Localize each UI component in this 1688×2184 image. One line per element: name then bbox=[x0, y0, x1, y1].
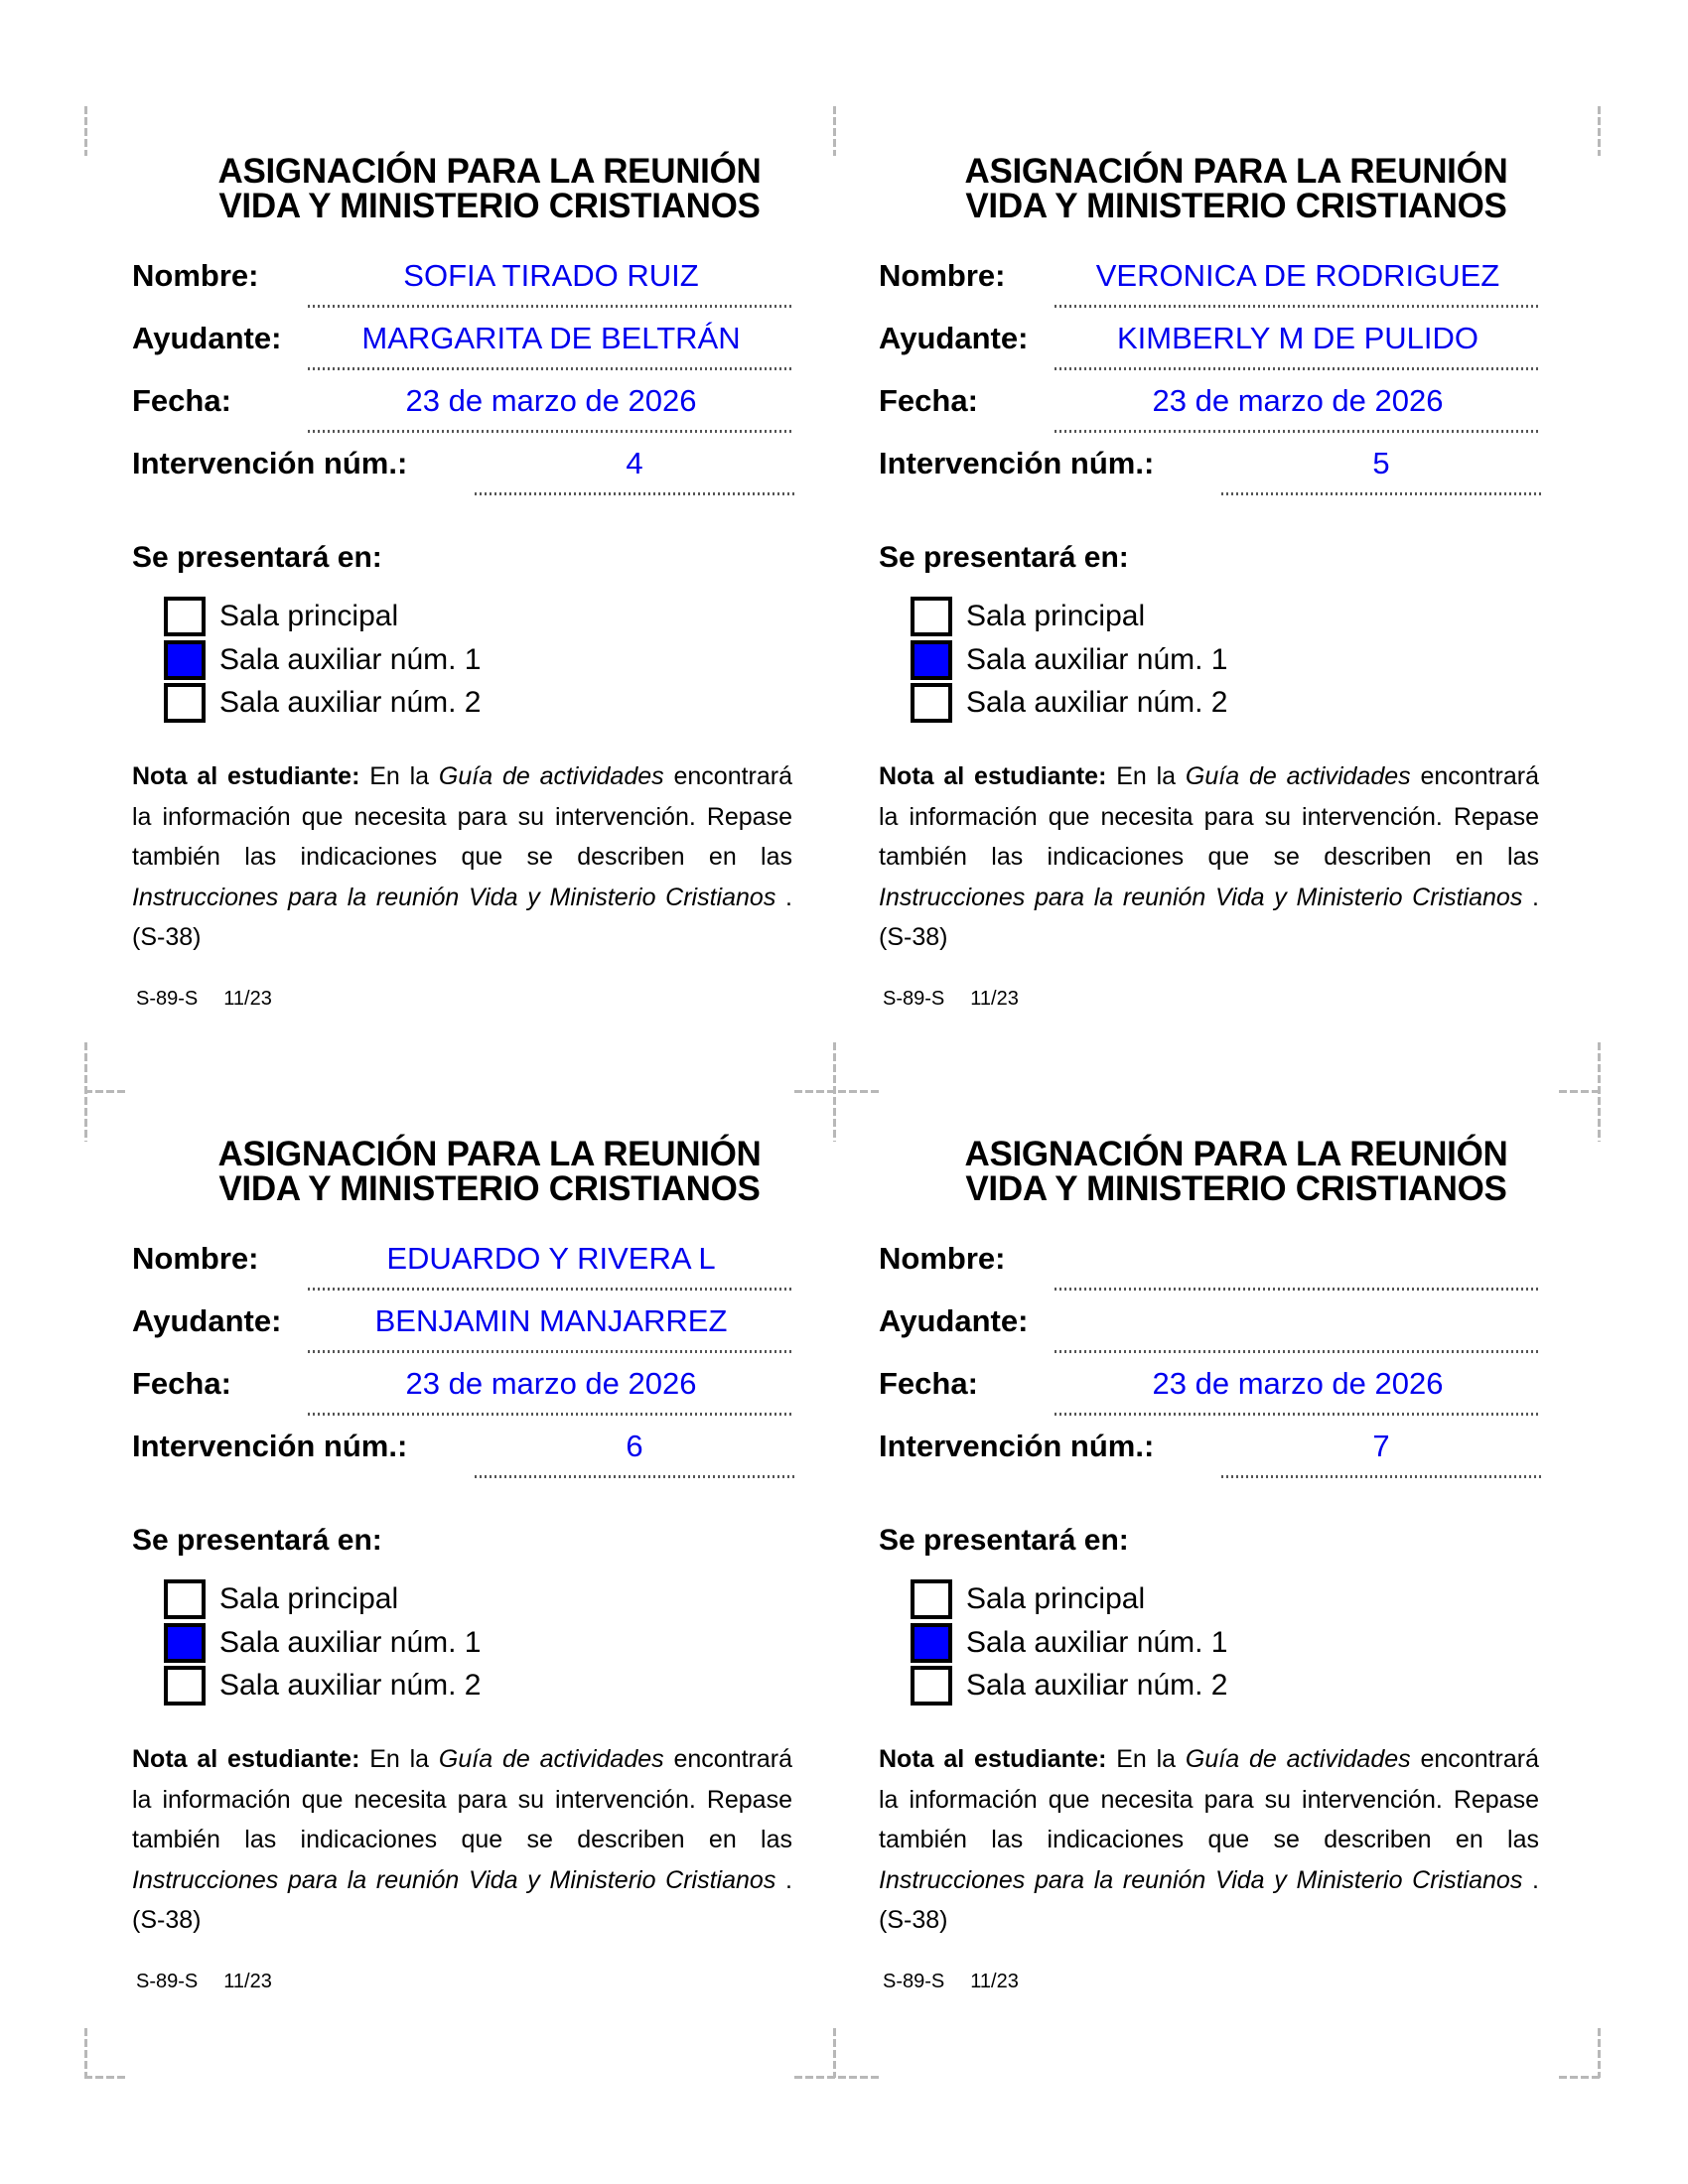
intervencion-row bbox=[132, 440, 807, 495]
crop-mark bbox=[1559, 2076, 1601, 2079]
intervencion-field[interactable]: 5 bbox=[1372, 446, 1390, 480]
option-label: Sala auxiliar núm. 2 bbox=[219, 686, 482, 719]
form-title bbox=[132, 1137, 847, 1206]
fecha-row bbox=[132, 377, 807, 433]
note-text: En la bbox=[359, 1745, 439, 1773]
crop-mark bbox=[84, 106, 87, 156]
dotted-line bbox=[308, 1413, 794, 1416]
note-italic-instructions: Instrucciones para la reunión Vida y Ministerio Cristianos bbox=[132, 1865, 776, 1894]
option-label: Sala auxiliar núm. 2 bbox=[966, 686, 1228, 719]
form-title-line1: ASIGNACIÓN PARA LA REUNIÓN bbox=[964, 1135, 1508, 1173]
form-date: 11/23 bbox=[970, 1971, 1019, 1992]
dotted-line bbox=[1055, 1350, 1541, 1353]
form-footer bbox=[136, 1971, 272, 1993]
option-label: Sala auxiliar núm. 2 bbox=[219, 1669, 482, 1702]
checkbox[interactable] bbox=[164, 683, 206, 723]
option-label: Sala auxiliar núm. 1 bbox=[966, 643, 1228, 676]
note-text: encontrará la información que necesita para su intervención. Repase también las indicaciones que se describen en las bbox=[132, 762, 792, 871]
crop-mark bbox=[794, 2076, 879, 2079]
crop-mark bbox=[84, 2076, 126, 2079]
checkbox[interactable] bbox=[911, 1666, 952, 1706]
form-date: 11/23 bbox=[223, 988, 272, 1010]
checkbox[interactable] bbox=[164, 640, 206, 680]
form-title bbox=[132, 154, 847, 223]
present-title: Se presentará en: bbox=[879, 1524, 1129, 1557]
dotted-line bbox=[1055, 305, 1541, 308]
option-label: Sala auxiliar núm. 1 bbox=[219, 643, 482, 676]
nombre-label: Nombre: bbox=[132, 1241, 259, 1276]
intervencion-label: Intervención núm.: bbox=[132, 1429, 408, 1463]
form-date: 11/23 bbox=[223, 1971, 272, 1992]
assignment-card bbox=[132, 106, 847, 1049]
checkbox[interactable] bbox=[911, 1623, 952, 1663]
dotted-line bbox=[308, 1350, 794, 1353]
fecha-field[interactable]: 23 de marzo de 2026 bbox=[405, 383, 697, 418]
dotted-line bbox=[1055, 1288, 1541, 1291]
intervencion-label: Intervención núm.: bbox=[879, 1429, 1155, 1463]
nombre-field[interactable]: EDUARDO Y RIVERA L bbox=[386, 1241, 716, 1276]
nombre-row bbox=[879, 252, 1554, 308]
checkbox[interactable] bbox=[911, 1579, 952, 1619]
option-sala-principal[interactable] bbox=[164, 597, 398, 636]
form-title-line2: VIDA Y MINISTERIO CRISTIANOS bbox=[965, 187, 1507, 225]
fecha-label: Fecha: bbox=[132, 383, 231, 418]
student-note bbox=[879, 1739, 1539, 1941]
form-date: 11/23 bbox=[970, 988, 1019, 1010]
form-footer bbox=[883, 988, 1019, 1011]
checkbox[interactable] bbox=[911, 597, 952, 636]
crop-mark bbox=[1598, 106, 1601, 156]
form-code: S-89-S bbox=[136, 1971, 199, 1992]
ayudante-row bbox=[879, 1297, 1554, 1353]
note-lead: Nota al estudiante: bbox=[132, 1745, 360, 1773]
assignment-card bbox=[879, 1089, 1594, 2032]
ayudante-field[interactable]: KIMBERLY M DE PULIDO bbox=[1116, 321, 1479, 355]
ayudante-row bbox=[879, 315, 1554, 370]
note-text: . (S-38) bbox=[132, 883, 792, 951]
form-title-line2: VIDA Y MINISTERIO CRISTIANOS bbox=[218, 187, 761, 225]
assignment-card bbox=[132, 1089, 847, 2032]
option-label: Sala principal bbox=[219, 1582, 399, 1615]
nombre-label: Nombre: bbox=[879, 1241, 1006, 1276]
fecha-label: Fecha: bbox=[132, 1366, 231, 1401]
fecha-label: Fecha: bbox=[879, 1366, 978, 1401]
checkbox[interactable] bbox=[164, 597, 206, 636]
form-code: S-89-S bbox=[136, 988, 199, 1010]
checkbox[interactable] bbox=[164, 1666, 206, 1706]
fecha-field[interactable]: 23 de marzo de 2026 bbox=[1152, 1366, 1444, 1401]
form-title-line1: ASIGNACIÓN PARA LA REUNIÓN bbox=[964, 152, 1508, 191]
note-text: . (S-38) bbox=[879, 883, 1539, 951]
note-text: . (S-38) bbox=[879, 1865, 1539, 1934]
fecha-row bbox=[879, 377, 1554, 433]
nombre-row bbox=[132, 252, 807, 308]
present-title: Se presentará en: bbox=[132, 1524, 382, 1557]
note-text: encontrará la información que necesita para su intervención. Repase también las indicaciones que se describen en las bbox=[132, 1745, 792, 1853]
intervencion-row bbox=[132, 1423, 807, 1478]
option-sala-auxiliar-2[interactable] bbox=[911, 683, 1227, 723]
option-label: Sala auxiliar núm. 1 bbox=[219, 1626, 482, 1659]
student-note bbox=[132, 1739, 792, 1941]
checkbox[interactable] bbox=[911, 640, 952, 680]
nombre-field[interactable]: VERONICA DE RODRIGUEZ bbox=[1095, 258, 1500, 293]
option-sala-principal[interactable] bbox=[911, 1579, 1145, 1619]
note-italic-instructions: Instrucciones para la reunión Vida y Ministerio Cristianos bbox=[879, 883, 1523, 911]
option-sala-auxiliar-1[interactable] bbox=[911, 1623, 1227, 1663]
option-label: Sala auxiliar núm. 1 bbox=[966, 1626, 1228, 1659]
note-text: encontrará la información que necesita para su intervención. Repase también las indicaciones que se describen en las bbox=[879, 1745, 1539, 1853]
note-italic-guide: Guía de actividades bbox=[438, 1745, 664, 1773]
dotted-line bbox=[1055, 430, 1541, 433]
intervencion-field[interactable]: 4 bbox=[626, 446, 643, 480]
present-title: Se presentará en: bbox=[879, 541, 1129, 574]
option-sala-auxiliar-1[interactable] bbox=[164, 640, 481, 680]
note-text: . (S-38) bbox=[132, 1865, 792, 1934]
option-sala-auxiliar-2[interactable] bbox=[164, 1666, 481, 1706]
option-sala-principal[interactable] bbox=[164, 1579, 398, 1619]
dotted-line bbox=[1055, 367, 1541, 370]
option-sala-auxiliar-2[interactable] bbox=[164, 683, 481, 723]
ayudante-label: Ayudante: bbox=[879, 1303, 1029, 1338]
option-label: Sala principal bbox=[219, 600, 399, 632]
dotted-line bbox=[308, 367, 794, 370]
form-title bbox=[879, 1137, 1594, 1206]
dotted-line bbox=[475, 1475, 794, 1478]
note-italic-instructions: Instrucciones para la reunión Vida y Ministerio Cristianos bbox=[879, 1865, 1523, 1894]
crop-mark bbox=[84, 1090, 126, 1093]
nombre-label: Nombre: bbox=[132, 258, 259, 293]
nombre-field[interactable]: SOFIA TIRADO RUIZ bbox=[403, 258, 699, 293]
dotted-line bbox=[475, 492, 794, 495]
ayudante-field[interactable]: MARGARITA DE BELTRÁN bbox=[361, 321, 741, 355]
nombre-row bbox=[132, 1235, 807, 1291]
ayudante-row bbox=[132, 315, 807, 370]
note-italic-instructions: Instrucciones para la reunión Vida y Ministerio Cristianos bbox=[132, 883, 776, 911]
note-italic-guide: Guía de actividades bbox=[1185, 762, 1411, 790]
dotted-line bbox=[308, 1288, 794, 1291]
form-title bbox=[879, 154, 1594, 223]
crop-mark bbox=[84, 2028, 87, 2078]
note-text: En la bbox=[1106, 762, 1186, 790]
option-label: Sala principal bbox=[966, 600, 1146, 632]
crop-mark bbox=[833, 2028, 836, 2078]
option-label: Sala principal bbox=[966, 1582, 1146, 1615]
nombre-label: Nombre: bbox=[879, 258, 1006, 293]
present-title: Se presentará en: bbox=[132, 541, 382, 574]
form-footer bbox=[883, 1971, 1019, 1993]
dotted-line bbox=[1055, 1413, 1541, 1416]
dotted-line bbox=[308, 430, 794, 433]
fecha-field[interactable]: 23 de marzo de 2026 bbox=[1152, 383, 1444, 418]
option-sala-auxiliar-1[interactable] bbox=[164, 1623, 481, 1663]
form-title-line1: ASIGNACIÓN PARA LA REUNIÓN bbox=[217, 1135, 762, 1173]
note-lead: Nota al estudiante: bbox=[879, 762, 1107, 790]
form-footer bbox=[136, 988, 272, 1011]
form-title-line1: ASIGNACIÓN PARA LA REUNIÓN bbox=[217, 152, 762, 191]
form-code: S-89-S bbox=[883, 988, 945, 1010]
nombre-row bbox=[879, 1235, 1554, 1291]
ayudante-row bbox=[132, 1297, 807, 1353]
ayudante-label: Ayudante: bbox=[879, 321, 1029, 355]
checkbox[interactable] bbox=[911, 683, 952, 723]
note-lead: Nota al estudiante: bbox=[879, 1745, 1107, 1773]
intervencion-label: Intervención núm.: bbox=[132, 446, 408, 480]
dotted-line bbox=[1221, 492, 1541, 495]
crop-mark bbox=[1598, 2028, 1601, 2078]
note-lead: Nota al estudiante: bbox=[132, 762, 360, 790]
ayudante-label: Ayudante: bbox=[132, 1303, 282, 1338]
option-sala-auxiliar-2[interactable] bbox=[911, 1666, 1227, 1706]
note-text: encontrará la información que necesita para su intervención. Repase también las indicaciones que se describen en las bbox=[879, 762, 1539, 871]
ayudante-field[interactable]: BENJAMIN MANJARREZ bbox=[374, 1303, 728, 1338]
intervencion-label: Intervención núm.: bbox=[879, 446, 1155, 480]
student-note bbox=[132, 756, 792, 958]
note-italic-guide: Guía de actividades bbox=[1185, 1745, 1411, 1773]
form-title-line2: VIDA Y MINISTERIO CRISTIANOS bbox=[218, 1169, 761, 1208]
fecha-row bbox=[132, 1360, 807, 1416]
note-text: En la bbox=[359, 762, 439, 790]
fecha-field[interactable]: 23 de marzo de 2026 bbox=[405, 1366, 697, 1401]
assignment-card bbox=[879, 106, 1594, 1049]
dotted-line bbox=[1221, 1475, 1541, 1478]
intervencion-field[interactable]: 6 bbox=[626, 1429, 643, 1463]
student-note bbox=[879, 756, 1539, 958]
checkbox[interactable] bbox=[164, 1579, 206, 1619]
dotted-line bbox=[308, 305, 794, 308]
note-text: En la bbox=[1106, 1745, 1186, 1773]
form-code: S-89-S bbox=[883, 1971, 945, 1992]
checkbox[interactable] bbox=[164, 1623, 206, 1663]
intervencion-field[interactable]: 7 bbox=[1372, 1429, 1390, 1463]
ayudante-label: Ayudante: bbox=[132, 321, 282, 355]
fecha-row bbox=[879, 1360, 1554, 1416]
fecha-label: Fecha: bbox=[879, 383, 978, 418]
intervencion-row bbox=[879, 440, 1554, 495]
option-sala-auxiliar-1[interactable] bbox=[911, 640, 1227, 680]
form-title-line2: VIDA Y MINISTERIO CRISTIANOS bbox=[965, 1169, 1507, 1208]
intervencion-row bbox=[879, 1423, 1554, 1478]
option-label: Sala auxiliar núm. 2 bbox=[966, 1669, 1228, 1702]
option-sala-principal[interactable] bbox=[911, 597, 1145, 636]
note-italic-guide: Guía de actividades bbox=[438, 762, 664, 790]
